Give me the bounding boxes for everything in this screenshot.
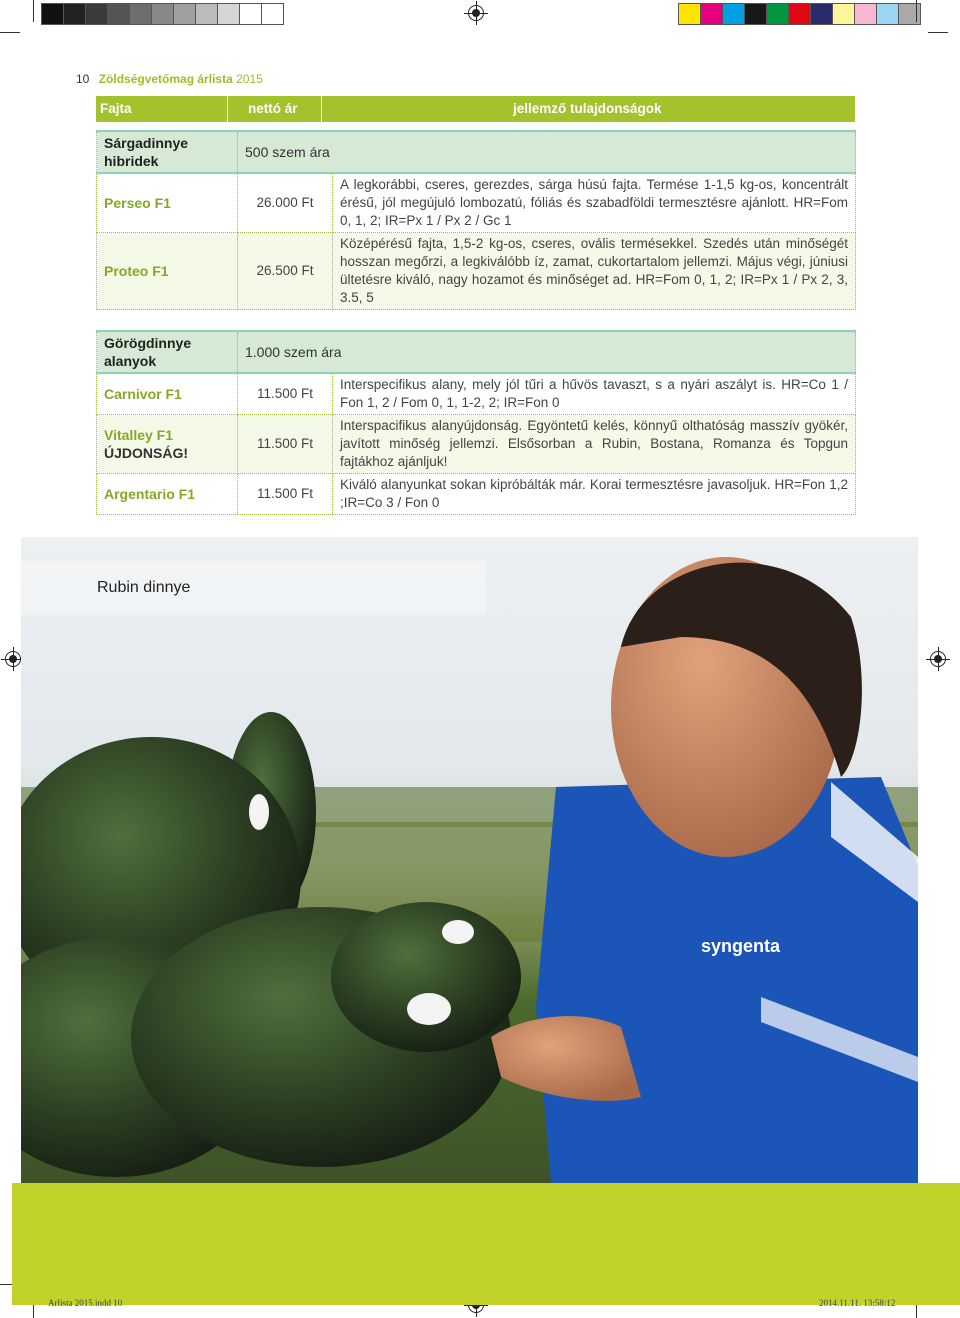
variety-name	[97, 415, 238, 474]
slug-right: 2014.11.11. 13:58:12	[819, 1298, 896, 1308]
grayscale-bar	[42, 3, 284, 25]
col-header-variety: Fajta	[100, 101, 132, 116]
table-row	[97, 173, 856, 233]
page-header	[76, 72, 263, 86]
registration-mark-top-icon	[468, 5, 484, 21]
registration-mark-right-icon	[930, 651, 946, 667]
variety-price: 26.000 Ft	[238, 173, 333, 233]
group-name: Görögdinnye alanyok	[97, 331, 238, 373]
group-unit: 1.000 szem ára	[238, 331, 856, 373]
table-row	[97, 474, 856, 515]
col-header-properties: jellemző tulajdonságok	[513, 101, 662, 116]
table-row	[97, 233, 856, 310]
photo-illustration	[21, 537, 918, 1183]
variety-name: Perseo F1	[97, 173, 238, 233]
shirt-logo: syngenta	[701, 936, 781, 956]
variety-price: 11.500 Ft	[238, 474, 333, 515]
registration-mark-left-icon	[5, 651, 21, 667]
variety-price: 11.500 Ft	[238, 373, 333, 415]
variety-description: Interspecifikus alany, mely jól tűri a hűvös tavaszt, s a nyári aszályt is. HR=Co 1 / Fon 1, 2 / Fom 0, 1, 1-2, 2; IR=Fon 0	[333, 373, 856, 415]
group-row	[97, 331, 856, 373]
page-number: 10	[76, 72, 90, 86]
variety-name: Argentario F1	[97, 474, 238, 515]
page-title: Zöldségvetőmag árlista	[98, 72, 233, 86]
variety-name: Carnivor F1	[97, 373, 238, 415]
slug-left: Arlista 2015.indd 10	[48, 1298, 123, 1308]
variety-price: 26.500 Ft	[238, 233, 333, 310]
new-badge: ÚJDONSÁG!	[104, 445, 189, 461]
group-row	[97, 131, 856, 173]
melon-table	[96, 130, 856, 310]
caption-band	[21, 561, 486, 615]
variety-description: A legkorábbi, cseres, gerezdes, sárga húsú fajta. Termése 1-1,5 kg-os, koncentrált érésű, jól megújuló lombozatú, fóliás és szabadföldi termesztésre ajánlott. HR=Fom 0, 1, 2; IR=Px 1 / Px 2 / Gc 1	[333, 173, 856, 233]
col-divider	[227, 96, 228, 122]
table-row	[97, 373, 856, 415]
variety-description: Középérésű fajta, 1,5-2 kg-os, cseres, ovális termésekkel. Szedés után minőségét hosszan megőrzi, a legkiválóbb íz, zamat, cukortartalom jellemzi. Május végi, júniusi ültetésre kiváló, nagy hozamot és minőséget ad. HR=Fom 0, 1, 2; IR=Px 1 / Px 2, 3, 3.5, 5	[333, 233, 856, 310]
group-name: Sárgadinnye hibridek	[97, 131, 238, 173]
variety-name: Proteo F1	[97, 233, 238, 310]
variety-name-text: Vitalley F1	[104, 427, 174, 443]
crop-mark	[928, 32, 948, 33]
page-year: 2015	[236, 72, 263, 86]
table-header	[96, 96, 855, 122]
bottom-green-band	[12, 1183, 960, 1305]
col-divider	[321, 96, 322, 122]
color-bar	[679, 3, 921, 25]
photo-watermelons	[21, 537, 918, 1183]
variety-price: 11.500 Ft	[238, 415, 333, 474]
crop-mark	[33, 0, 34, 22]
crop-mark	[0, 32, 20, 33]
crop-mark	[916, 0, 917, 22]
photo-caption: Rubin dinnye	[97, 579, 191, 596]
col-header-price: nettó ár	[248, 101, 298, 116]
rootstock-table	[96, 330, 856, 515]
group-unit: 500 szem ára	[238, 131, 856, 173]
variety-description: Interspacifikus alanyújdonság. Egyöntetű kelés, könnyű olthatóság masszív gyökér, javított minőség jellemzi. Elsősorban a Rubin, Bostana, Romanza és Topgun fajtákhoz ajánljuk!	[333, 415, 856, 474]
variety-description: Kiváló alanyunkat sokan kipróbálták már. Korai termesztésre javasoljuk. HR=Fon 1,2 ;IR=Co 3 / Fon 0	[333, 474, 856, 515]
table-row	[97, 415, 856, 474]
